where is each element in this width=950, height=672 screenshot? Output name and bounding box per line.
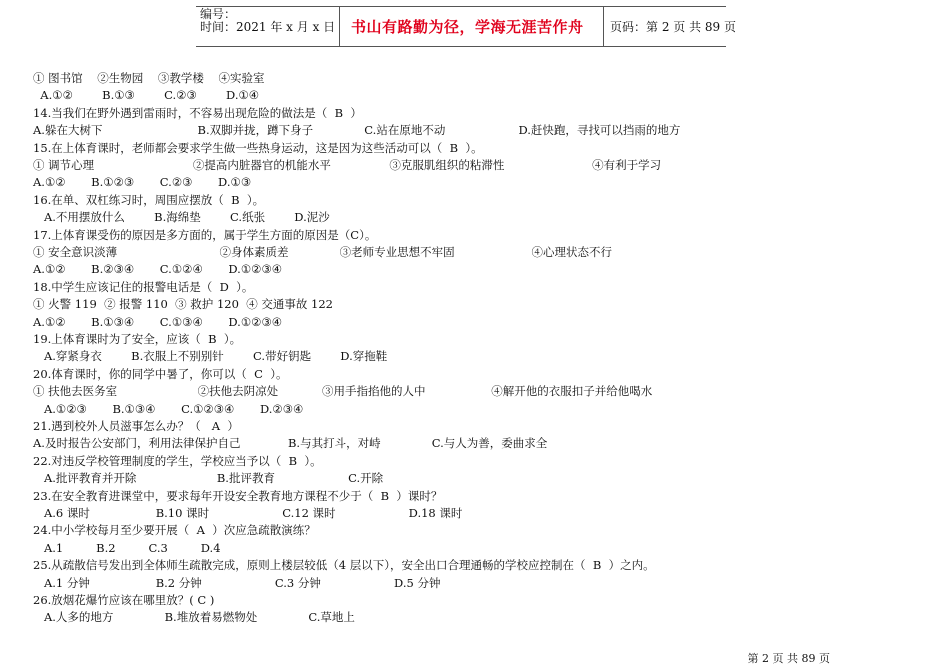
text-line: 22.对违反学校管理制度的学生，学校应当予以（ B ）。 — [33, 453, 322, 468]
text-line: A.人多的地方 B.堆放着易燃物处 C.草地上 — [33, 610, 355, 625]
text-line: A.及时报告公安部门，利用法律保护自己 B.与其打斗，对峙 C.与人为善，委曲求全 — [33, 436, 548, 451]
text-line: 25.从疏散信号发出到全体师生疏散完成，原则上楼层较低（4 层以下），安全出口合理通畅的学校应控制在（ B ）之内。 — [33, 558, 655, 573]
text-line: 24.中小学校每月至少要开展（ A ）次应急疏散演练？ — [33, 523, 316, 538]
text-line: 16.在单、双杠练习时，周围应摆放（ B ）。 — [33, 192, 265, 207]
header-motto: 书山有路勤为径，学海无涯苦作舟 — [351, 18, 584, 36]
header-divider-right — [603, 6, 604, 46]
text-line: 20.体育课时，你的同学中暑了，你可以（ C ）。 — [33, 366, 288, 381]
text-line: 19.上体育课时为了安全，应该（ B ）。 — [33, 332, 242, 346]
header-number-label: 编号： — [200, 7, 237, 21]
text-line: ① 安全意识淡薄 ②身体素质差 ③老师专业思想不牢固 ④心理状态不行 — [33, 245, 612, 259]
text-line: A.不用摆放什么 B.海绵垫 C.纸张 D.泥沙 — [33, 210, 330, 225]
text-line: 18.中学生应该记住的报警电话是（ D ）。 — [33, 279, 254, 294]
text-line: ① 图书馆 ②生物园 ③教学楼 ④实验室 — [33, 71, 265, 85]
header-bottom-rule — [196, 46, 726, 47]
text-line: A.①② B.①②③ C.②③ D.①③ — [33, 175, 252, 190]
text-line: A.①② B.①③④ C.①③④ D.①②③④ — [33, 314, 283, 329]
text-line: 15.在上体育课时，老师都会要求学生做一些热身运动，这是因为这些活动可以（ B ）。 — [33, 140, 483, 155]
header-time-label: 时间：2021 年 x 月 x 日 — [200, 20, 336, 34]
text-line: A.6 课时 B.10 课时 C.12 课时 D.18 课时 — [33, 506, 463, 520]
text-line: A.躲在大树下 B.双脚并拢，蹲下身子 C.站在原地不动 D.赶快跑，寻找可以挡雨的地方 — [33, 123, 681, 138]
text-line: A.1 B.2 C.3 D.4 — [33, 540, 221, 555]
header-page-label: 页码：第 2 页 共 89 页 — [610, 20, 736, 34]
text-line: A.①②③ B.①③④ C.①②③④ D.②③④ — [33, 401, 304, 416]
header-divider-left — [339, 6, 340, 46]
text-line: 21.遇到校外人员滋事怎么办？（ A ） — [33, 419, 239, 433]
text-line: 23.在安全教育进课堂中，要求每年开设安全教育地方课程不少于（ B ）课时？ — [33, 488, 443, 503]
page-footer: 第 2 页 共 89 页 — [747, 652, 830, 665]
text-line: A.①② B.②③④ C.①②④ D.①②③④ — [33, 262, 283, 277]
text-line: 17.上体育课受伤的原因是多方面的，属于学生方面的原因是（C）。 — [33, 227, 377, 242]
text-line: ① 扶他去医务室 ②扶他去阴凉处 ③用手指掐他的人中 ④解开他的衣服扣子并给他喝水 — [33, 384, 653, 399]
header-top-rule — [196, 6, 726, 7]
text-line: A.穿紧身衣 B.衣服上不别别针 C.带好钥匙 D.穿拖鞋 — [33, 349, 388, 364]
text-line: ① 火警 119 ② 报警 110 ③ 救护 120 ④ 交通事故 122 — [33, 297, 333, 312]
text-line: A.批评教育并开除 B.批评教育 C.开除 — [33, 471, 384, 486]
text-line: 14.当我们在野外遇到雷雨时，不容易出现危险的做法是（ B ） — [33, 105, 362, 120]
text-line: 26.放烟花爆竹应该在哪里放？( C ) — [33, 593, 215, 607]
text-line: A.1 分钟 B.2 分钟 C.3 分钟 D.5 分钟 — [33, 575, 441, 590]
text-line: A.①② B.①③ C.②③ D.①④ — [33, 88, 260, 103]
text-line: ① 调节心理 ②提高内脏器官的机能水平 ③克服肌组织的粘滞性 ④有利于学习 — [33, 158, 662, 172]
